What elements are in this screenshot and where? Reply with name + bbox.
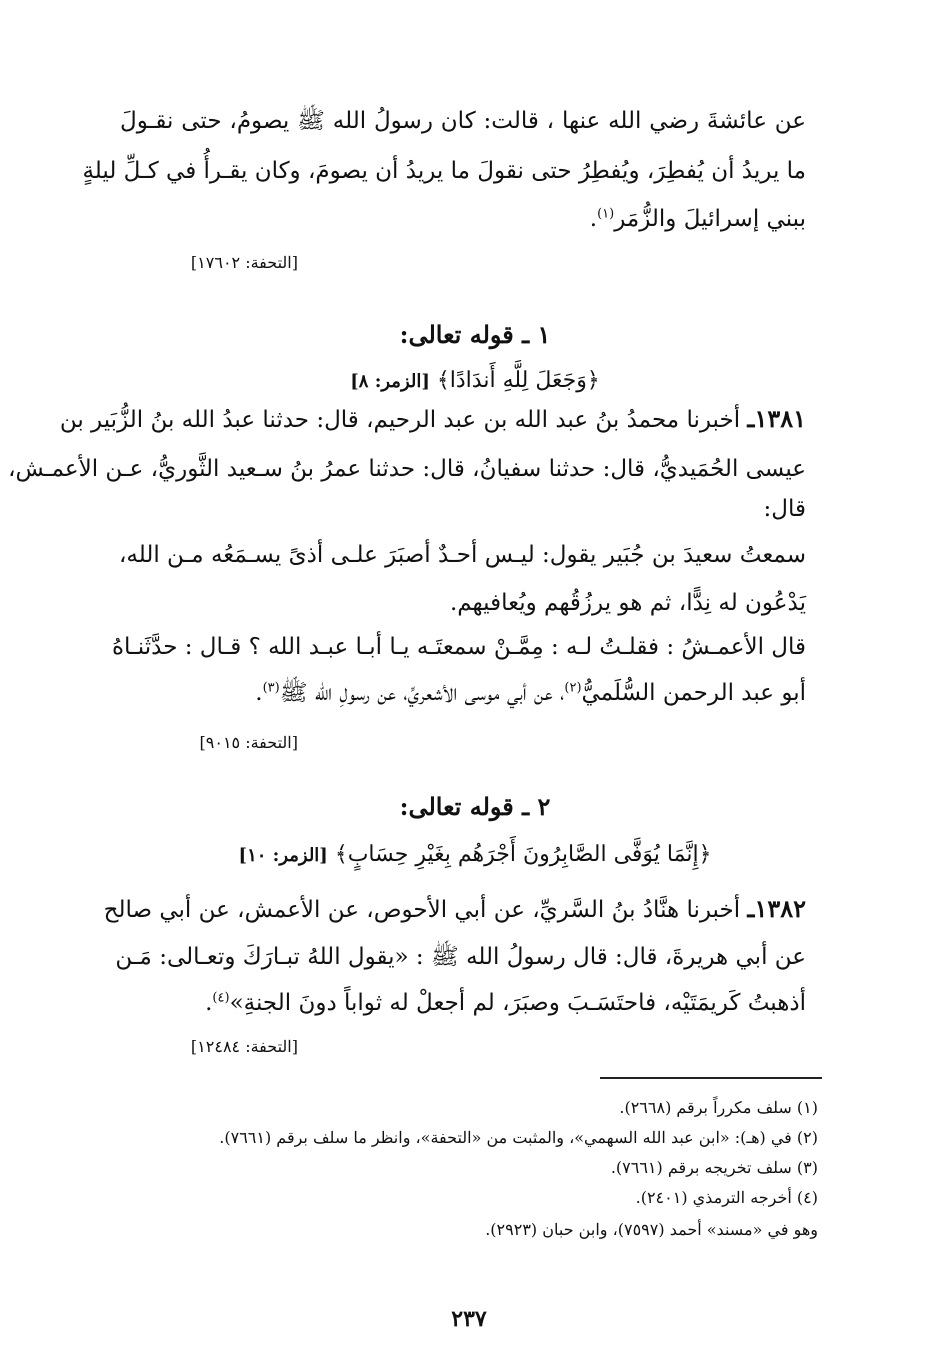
hadith-1381-line-7	[120, 676, 806, 710]
hadith-1382-line-1-text: أخبرنا هنَّادُ بنُ السَّريِّ، عن أبي الأحوص، عن الأعمش، عن أبي صالح	[103, 897, 741, 923]
footnote-3: (٣) سلف تخريجه برقم (٧٦٦١).	[610, 1158, 818, 1177]
footnote-2: (٢) في (هـ): «ابن عبد الله السهمي»، والمثبت من «التحفة»، وانظر ما سلف برقم (٧٦٦١).	[219, 1128, 818, 1147]
hadith-1381-line-7-mid: ، عن أبي موسى الأشعريِّ، عن رسولِ الله ﷺ	[279, 680, 565, 706]
hadith-1381-line-4: سمعتُ سعيدَ بن جُبَير يقول: ليـس أحـدٌ أصبَرَ علـى أذىً يسـمَعُه مـن الله،	[118, 542, 806, 568]
hadith-1381-line-2: عيسى الحُمَيديُّ، قال: حدثنا سفيانُ، قال: حدثنا عمرُ بنُ سـعيد الثَّوريُّ، عـن الأعمـش،	[8, 456, 806, 482]
footnote-separator	[600, 1077, 822, 1079]
hadith-1381-line-6: قال الأعمـشُ : فقلـتُ لـه : مِمَّـنْ سمعتَـه يـا أبـا عبـد الله ؟ قـال : حدَّثَنـاهُ	[112, 634, 806, 660]
intro-line-3-end: .	[589, 206, 598, 232]
section-2-verse: ﴿إِنَّمَا يُوَفَّى الصَّابِرُونَ أَجْرَهُم بِغَيْرِ حِسَابٍ﴾	[334, 842, 712, 867]
intro-line-2: ما يريدُ أن يُفطِرَ، ويُفطِرُ حتى نقولَ ما يريدُ أن يصومَ، وكان يقـرأُ في كـلِّ ليلةٍ	[82, 158, 806, 184]
footnote-marker-3[interactable]: (٣)	[262, 680, 280, 696]
intro-line-3	[120, 202, 806, 236]
section-1-verse-line	[132, 364, 818, 399]
page-number: ٢٣٧	[451, 1306, 487, 1332]
section-1-heading: ١ ـ قوله تعالى:	[399, 320, 551, 349]
footnote-marker-4[interactable]: (٤)	[212, 990, 230, 1006]
tuhfa-reference-2: [التحفة: ٩٠١٥]	[199, 733, 298, 752]
footnote-4: (٤) أخرجه الترمذي (٢٤٠١).	[635, 1188, 818, 1207]
hadith-1381-line-1-text: أخبرنا محمدُ بنُ عبد الله بن عبد الرحيم، قال: حدثنا عبدُ الله بنُ الزُّبَير بن	[59, 407, 741, 433]
hadith-1381-line-7-end: .	[255, 680, 263, 706]
footnote-1: (١) سلف مكرراً برقم (٢٦٦٨).	[619, 1098, 818, 1117]
hadith-1381-line-1	[59, 402, 806, 437]
tuhfa-reference-1: [التحفة: ١٧٦٠٢]	[190, 253, 298, 272]
section-2-verse-line	[132, 838, 818, 873]
hadith-1381-line-7-text: أبو عبد الرحمن السُّلَميُّ	[581, 680, 806, 706]
section-2-heading: ٢ ـ قوله تعالى:	[399, 792, 551, 821]
hadith-number-1382: ١٣٨٢ـ	[747, 894, 806, 923]
hadith-1381-line-3: قال:	[763, 496, 806, 522]
section-1-verse-source: [الزمر: ٨]	[350, 371, 430, 392]
hadith-1382-line-3	[120, 986, 806, 1020]
section-2-verse-source: [الزمر: ١٠]	[238, 845, 328, 866]
hadith-1382-line-2: عن أبي هريرةَ، قال: قال رسولُ الله ﷺ : «يقول اللهُ تبـارَكَ وتعـالى: مَـن	[115, 944, 806, 970]
section-1-verse: ﴿وَجَعَلَ لِلَّهِ أَندَادًا﴾	[436, 368, 600, 393]
hadith-1382-line-3-end: .	[205, 990, 213, 1016]
intro-line-3-text: ببني إسرائيلَ والزُّمَر	[614, 206, 806, 232]
intro-line-1: عن عائشةَ رضي الله عنها ، قالت: كان رسولُ الله ﷺ يصومُ، حتى نقـولَ	[120, 108, 806, 134]
hadith-1382-line-3-text: أذهبتُ كَريمَتَيْه، فاحتَسَـبَ وصبَرَ، لم أجعلْ له ثواباً دونَ الجنةِ»	[229, 990, 806, 1016]
footnote-marker-1[interactable]: (١)	[597, 206, 615, 222]
footnote-4-continued: وهو في «مسند» أحمد (٧٥٩٧)، وابن حبان (٢٩٢٣).	[485, 1220, 818, 1239]
footnote-marker-2[interactable]: (٢)	[564, 680, 582, 696]
tuhfa-reference-3: [التحفة: ١٢٤٨٤]	[190, 1037, 298, 1056]
hadith-number-1381: ١٣٨١ـ	[747, 404, 806, 433]
hadith-1381-line-5: يَدْعُون له نِدًّا، ثم هو يرزُقُهم ويُعافيهم.	[449, 590, 806, 616]
hadith-1382-line-1	[103, 892, 806, 927]
